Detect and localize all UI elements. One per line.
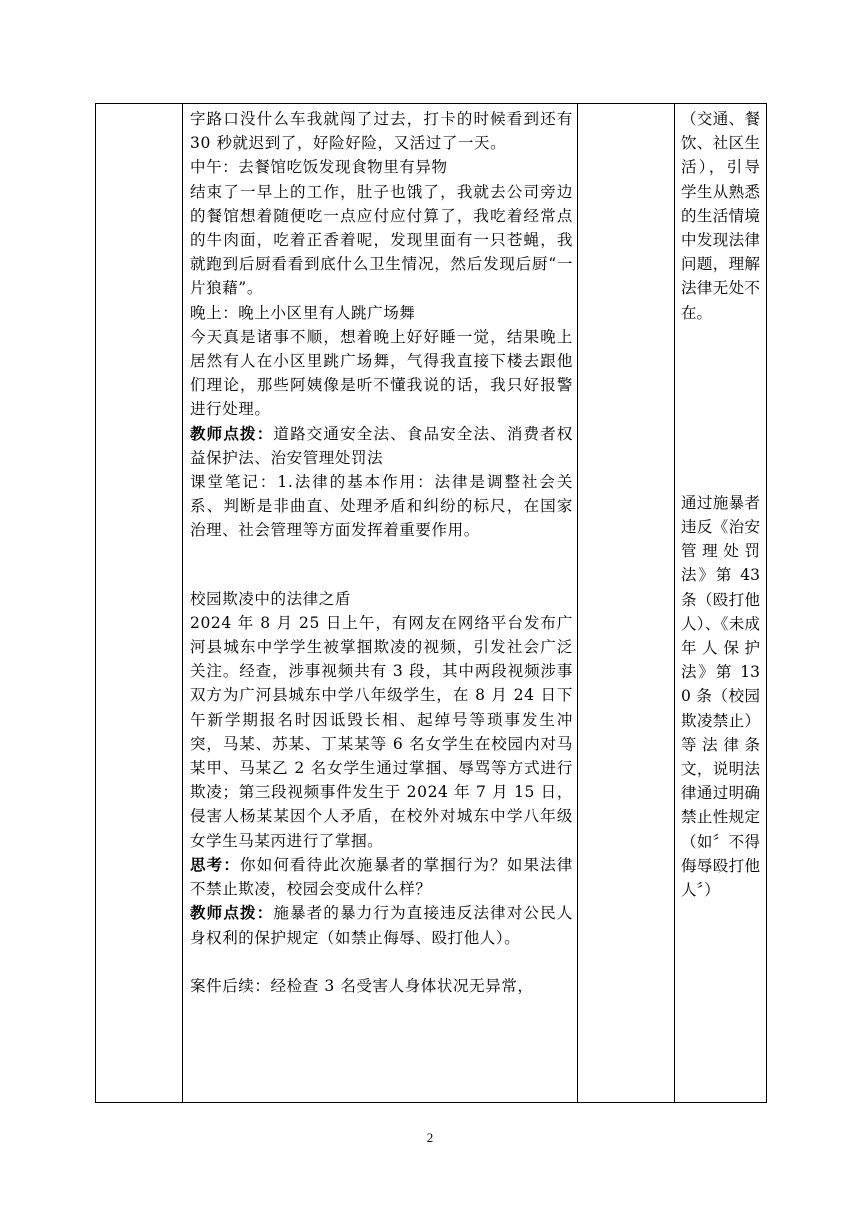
case-followup: 案件后续：经检查 3 名受害人身体状况无异常， [190,976,534,995]
empty-cell-activity [578,104,675,1103]
teacher-tip-text: 施暴者的暴力行为直接违反法律对公民人身权利的保护规定（如禁止侮辱、殴打他人）。 [190,904,573,947]
teacher-tip-label: 教师点拨： [190,903,274,923]
teacher-tip-1 [190,422,573,470]
morning-story-text: 字路口没什么车我就闯了过去，打卡的时候看到还有 30 秒就迟到了，好险好险，又活过了一天。 [190,110,573,153]
think-text: 你如何看待此次施暴者的掌掴行为？如果法律不禁止欺凌，校园会变成什么样？ [190,855,573,899]
think-label: 思考： [190,854,241,874]
teacher-tip-text: 道路交通安全法、食品安全法、消费者权益保护法、治安管理处罚法 [190,424,573,467]
design-intent-1: （交通、餐饮、社区生活），引导学生从熟悉的生活情境中发现法律问题，理解法律无处不在。 [681,110,760,322]
case-text: 2024 年 8 月 25 日上午，有网友在网络平台发布广河县城东中学学生被掌掴欺凌的视频，引发社会广泛关注。经查，涉事视频共有 3 段，其中两段视频涉事双方为广河县城东中学八年级学生，在 8 月 24 日下午新学期报名时因诋毁长相、起绰号等琐事发生冲突，马某、苏某、丁某某等 6 名女学生在校园内对马某甲、马某乙 2 名女学生通过掌掴、辱骂等方式进行欺凌；第三段视频事件发生于 2024 年 7 月 15 日，侵害人杨某某因个人矛盾，在校外对城东中学八年级女学生马某丙进行了掌掴。 [190,613,573,850]
lesson-plan-table [95,103,767,1103]
evening-title: 晚上：晚上小区里有人跳广场舞 [190,303,416,322]
empty-cell-left [96,104,183,1103]
page-number: 2 [426,1130,434,1145]
teacher-tip-2 [190,901,573,949]
noon-story-text: 结束了一早上的工作，肚子也饿了，我就去公司旁边的餐馆想着随便吃一点应付应付算了，我吃着经常点的牛肉面，吃着正香着呢，发现里面有一只苍蝇，我就跑到后厨看看到底什么卫生情况，然后发现后厨“一片狼藉”。 [190,182,573,298]
noon-title: 中午：去餐馆吃饭发现食物里有异物 [190,158,448,177]
evening-story-text: 今天真是诸事不顺，想着晚上好好睡一觉，结果晚上居然有人在小区里跳广场舞，气得我直接下楼去跟他们理论，那些阿姨像是听不懂我说的话，我只好报警进行处理。 [190,327,573,419]
teaching-content-cell [183,104,578,1103]
design-intent-2: 通过施暴者违反《治安管理处罚法》第 43 条（殴打他人）、《未成年人保护法》第 130 条（校园欺凌禁止）等法律条文，说明法律通过明确禁止性规定（如〞不得侮辱殴打他人〞） [681,493,760,900]
teacher-tip-label: 教师点拨： [190,423,274,443]
think-question [190,853,573,901]
design-intent-cell [675,104,767,1103]
case-title: 校园欺凌中的法律之盾 [190,589,352,608]
class-notes: 课堂笔记：1.法律的基本作用：法律是调整社会关系、判断是非曲直、处理矛盾和纠纷的标尺，在国家治理、社会管理等方面发挥着重要作用。 [190,473,573,540]
table-row [96,104,767,1103]
